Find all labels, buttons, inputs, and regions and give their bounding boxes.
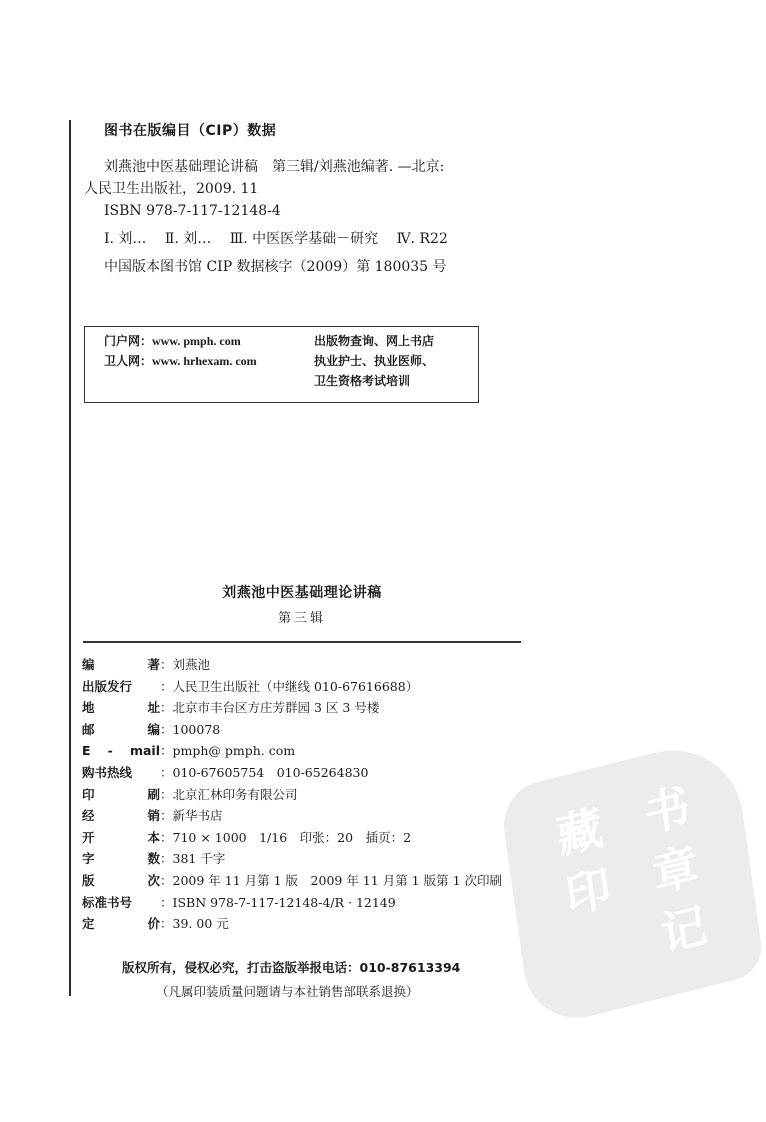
- imprint-row-distributor: 经 销 ： 新华书店: [82, 805, 502, 827]
- imprint-row-postcode: 邮 编 ： 100078: [82, 719, 502, 741]
- imprint-value: 39. 00 元: [172, 916, 229, 932]
- imprint-value: 北京汇林印务有限公司: [172, 786, 298, 802]
- class-item: Ⅰ. 刘…: [104, 231, 147, 247]
- title-divider: [83, 641, 521, 643]
- imprint-value: 710 × 1000 1/16 印张：20 插页：2: [172, 829, 412, 845]
- imprint-label: 开 本: [82, 829, 160, 845]
- imprint-details: [82, 654, 502, 935]
- cip-line-2: 人民卫生出版社，2009. 11: [84, 181, 259, 197]
- imprint-value: ISBN 978-7-117-12148-4/R · 12149: [172, 894, 396, 910]
- imprint-label: 邮 编: [82, 721, 160, 737]
- book-volume: 第三辑: [277, 611, 326, 626]
- info-row: [104, 331, 478, 351]
- imprint-label: 购书热线: [82, 764, 133, 780]
- imprint-row-format: 开 本 ： 710 × 1000 1/16 印张：20 插页：2: [82, 827, 502, 849]
- imprint-label: 版 次: [82, 872, 160, 888]
- site-description: 执业护士、执业医师、: [314, 354, 435, 368]
- imprint-row-publisher: 出版发行 ： 人民卫生出版社（中继线 010-67616688）: [82, 676, 502, 698]
- imprint-value: 人民卫生出版社（中继线 010-67616688）: [172, 678, 419, 694]
- seal-glyph: 藏: [553, 799, 606, 865]
- imprint-row-hotline: 购书热线 ： 010-67605754 010-65264830: [82, 762, 502, 784]
- site-url: www. hrhexam. com: [152, 354, 257, 368]
- imprint-label: 地 址: [82, 700, 160, 716]
- imprint-label: 标准书号: [82, 894, 133, 910]
- imprint-label: E - mail: [82, 743, 160, 759]
- margin-rule: [69, 120, 71, 996]
- imprint-row-address: 地 址 ： 北京市丰台区方庄芳群园 3 区 3 号楼: [82, 697, 502, 719]
- imprint-row-edition: 版 次 ： 2009 年 11 月第 1 版 2009 年 11 月第 1 版第 1 次印刷: [82, 870, 502, 892]
- seal-glyph: 章: [649, 837, 702, 903]
- cip-record: [84, 156, 564, 278]
- imprint-row-printer: 印 刷 ： 北京汇林印务有限公司: [82, 784, 502, 806]
- class-item: Ⅳ. R22: [396, 231, 448, 247]
- imprint-value: 2009 年 11 月第 1 版 2009 年 11 月第 1 版第 1 次印刷: [172, 872, 502, 888]
- imprint-row-editor: 编 著 ： 刘燕池: [82, 654, 502, 676]
- returns-notice: （凡属印装质量问题请与本社销售部联系退换）: [156, 984, 419, 999]
- imprint-label: 印 刷: [82, 786, 160, 802]
- site-label: 门户网：: [104, 334, 153, 348]
- site-label: 卫人网：: [104, 354, 153, 368]
- cip-classification: [84, 228, 564, 250]
- imprint-value: 381 千字: [172, 851, 226, 867]
- cip-number: 中国版本图书馆 CIP 数据核字（2009）第 180035 号: [104, 259, 447, 275]
- seal-glyph: 书: [641, 777, 694, 843]
- imprint-row-isbn: 标准书号 ： ISBN 978-7-117-12148-4/R · 12149: [82, 892, 502, 914]
- imprint-row-email: E - mail ： pmph@ pmph. com: [82, 740, 502, 762]
- book-title: 刘燕池中医基础理论讲稿: [222, 585, 382, 601]
- imprint-value: 100078: [172, 721, 221, 737]
- site-description: 卫生资格考试培训: [314, 374, 411, 388]
- site-description: 出版物查询、网上书店: [314, 334, 435, 348]
- imprint-value: 刘燕池: [172, 657, 211, 672]
- imprint-label: 出版发行: [82, 678, 133, 694]
- seal-glyphs: [532, 771, 732, 994]
- imprint-label: 编 著: [82, 657, 160, 672]
- info-row: [104, 351, 478, 371]
- imprint-label: 字 数: [82, 851, 160, 867]
- imprint-row-price: 定 价 ： 39. 00 元: [82, 913, 502, 935]
- website-info-box: [84, 326, 479, 403]
- cip-heading: 图书在版编目（CIP）数据: [104, 123, 277, 139]
- imprint-label: 经 销: [82, 808, 160, 824]
- class-item: Ⅱ. 刘…: [164, 231, 212, 247]
- seal-watermark: [499, 733, 765, 1030]
- seal-glyph: 记: [657, 897, 711, 963]
- cip-isbn: ISBN 978-7-117-12148-4: [104, 203, 281, 219]
- cip-line-1: 刘燕池中医基础理论讲稿 第三辑/刘燕池编著. —北京:: [104, 159, 445, 175]
- imprint-value: 北京市丰台区方庄芳群园 3 区 3 号楼: [172, 700, 380, 716]
- copyright-notice: 版权所有，侵权必究，打击盗版举报电话：010-87613394: [122, 960, 461, 975]
- imprint-value: 010-67605754 010-65264830: [172, 764, 369, 780]
- imprint-label: 定 价: [82, 916, 160, 932]
- imprint-value: pmph@ pmph. com: [172, 743, 296, 759]
- info-row: [104, 371, 478, 391]
- site-url: www. pmph. com: [152, 334, 241, 348]
- imprint-value: 新华书店: [172, 808, 223, 824]
- imprint-row-wordcount: 字 数 ： 381 千字: [82, 848, 502, 870]
- seal-glyph: 印: [562, 859, 615, 925]
- class-item: Ⅲ. 中医医学基础－研究: [229, 231, 379, 247]
